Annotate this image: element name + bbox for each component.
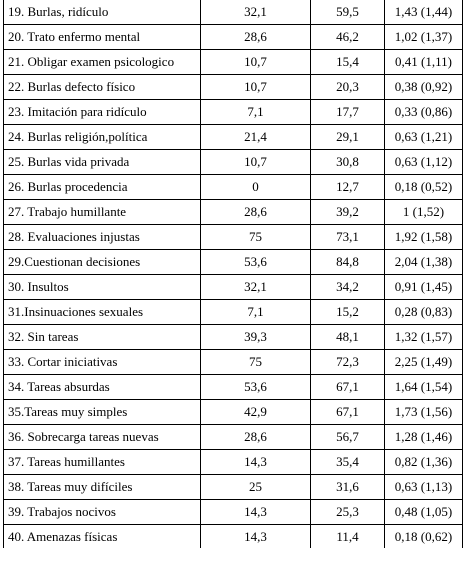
mean-sd-cell: 0,82 (1,36) bbox=[385, 450, 463, 475]
row-label: 20. Trato enfermo mental bbox=[4, 25, 201, 50]
row-label: 30. Insultos bbox=[4, 275, 201, 300]
percent-b-cell: 56,7 bbox=[311, 425, 385, 450]
table-row bbox=[4, 50, 463, 75]
mean-sd-cell: 2,25 (1,49) bbox=[385, 350, 463, 375]
mean-sd-cell: 0,41 (1,11) bbox=[385, 50, 463, 75]
mean-sd-cell: 1,73 (1,56) bbox=[385, 400, 463, 425]
table-row bbox=[4, 525, 463, 549]
percent-a-cell: 25 bbox=[201, 475, 311, 500]
mean-sd-cell: 1,28 (1,46) bbox=[385, 425, 463, 450]
table-row bbox=[4, 425, 463, 450]
percent-b-cell: 20,3 bbox=[311, 75, 385, 100]
mean-sd-cell: 1,32 (1,57) bbox=[385, 325, 463, 350]
results-table-body bbox=[4, 0, 463, 548]
percent-b-cell: 25,3 bbox=[311, 500, 385, 525]
table-row bbox=[4, 200, 463, 225]
row-label: 23. Imitación para ridículo bbox=[4, 100, 201, 125]
mean-sd-cell: 0,91 (1,45) bbox=[385, 275, 463, 300]
mean-sd-cell: 0,63 (1,21) bbox=[385, 125, 463, 150]
row-label: 37. Tareas humillantes bbox=[4, 450, 201, 475]
percent-b-cell: 34,2 bbox=[311, 275, 385, 300]
percent-a-cell: 7,1 bbox=[201, 300, 311, 325]
table-row bbox=[4, 275, 463, 300]
percent-a-cell: 7,1 bbox=[201, 100, 311, 125]
percent-a-cell: 14,3 bbox=[201, 500, 311, 525]
row-label: 19. Burlas, ridículo bbox=[4, 0, 201, 25]
mean-sd-cell: 0,33 (0,86) bbox=[385, 100, 463, 125]
percent-b-cell: 48,1 bbox=[311, 325, 385, 350]
table-row bbox=[4, 175, 463, 200]
percent-a-cell: 28,6 bbox=[201, 425, 311, 450]
percent-b-cell: 84,8 bbox=[311, 250, 385, 275]
table-row bbox=[4, 475, 463, 500]
mean-sd-cell: 0,28 (0,83) bbox=[385, 300, 463, 325]
percent-a-cell: 10,7 bbox=[201, 75, 311, 100]
row-label: 39. Trabajos nocivos bbox=[4, 500, 201, 525]
percent-a-cell: 75 bbox=[201, 350, 311, 375]
mean-sd-cell: 0,38 (0,92) bbox=[385, 75, 463, 100]
row-label: 40. Amenazas físicas bbox=[4, 525, 201, 549]
mean-sd-cell: 1 (1,52) bbox=[385, 200, 463, 225]
percent-b-cell: 59,5 bbox=[311, 0, 385, 25]
row-label: 22. Burlas defecto físico bbox=[4, 75, 201, 100]
mean-sd-cell: 0,18 (0,52) bbox=[385, 175, 463, 200]
table-row bbox=[4, 125, 463, 150]
mean-sd-cell: 1,43 (1,44) bbox=[385, 0, 463, 25]
row-label: 25. Burlas vida privada bbox=[4, 150, 201, 175]
percent-b-cell: 11,4 bbox=[311, 525, 385, 549]
row-label: 35.Tareas muy simples bbox=[4, 400, 201, 425]
percent-a-cell: 53,6 bbox=[201, 250, 311, 275]
row-label: 32. Sin tareas bbox=[4, 325, 201, 350]
percent-b-cell: 12,7 bbox=[311, 175, 385, 200]
row-label: 34. Tareas absurdas bbox=[4, 375, 201, 400]
percent-a-cell: 10,7 bbox=[201, 50, 311, 75]
percent-a-cell: 28,6 bbox=[201, 25, 311, 50]
percent-b-cell: 30,8 bbox=[311, 150, 385, 175]
table-row bbox=[4, 300, 463, 325]
row-label: 28. Evaluaciones injustas bbox=[4, 225, 201, 250]
table-row bbox=[4, 225, 463, 250]
mean-sd-cell: 1,92 (1,58) bbox=[385, 225, 463, 250]
percent-b-cell: 29,1 bbox=[311, 125, 385, 150]
table-row bbox=[4, 150, 463, 175]
row-label: 26. Burlas procedencia bbox=[4, 175, 201, 200]
table-row bbox=[4, 0, 463, 25]
row-label: 38. Tareas muy difíciles bbox=[4, 475, 201, 500]
mean-sd-cell: 0,48 (1,05) bbox=[385, 500, 463, 525]
table-row bbox=[4, 100, 463, 125]
percent-a-cell: 75 bbox=[201, 225, 311, 250]
table-row bbox=[4, 325, 463, 350]
percent-b-cell: 35,4 bbox=[311, 450, 385, 475]
table-row bbox=[4, 75, 463, 100]
row-label: 29.Cuestionan decisiones bbox=[4, 250, 201, 275]
mean-sd-cell: 1,02 (1,37) bbox=[385, 25, 463, 50]
table-row bbox=[4, 400, 463, 425]
percent-b-cell: 31,6 bbox=[311, 475, 385, 500]
row-label: 24. Burlas religión,política bbox=[4, 125, 201, 150]
table-row bbox=[4, 250, 463, 275]
mean-sd-cell: 0,63 (1,13) bbox=[385, 475, 463, 500]
row-label: 27. Trabajo humillante bbox=[4, 200, 201, 225]
mean-sd-cell: 0,63 (1,12) bbox=[385, 150, 463, 175]
percent-a-cell: 0 bbox=[201, 175, 311, 200]
percent-a-cell: 10,7 bbox=[201, 150, 311, 175]
percent-a-cell: 39,3 bbox=[201, 325, 311, 350]
results-table bbox=[3, 0, 463, 548]
percent-a-cell: 14,3 bbox=[201, 525, 311, 549]
row-label: 21. Obligar examen psicologico bbox=[4, 50, 201, 75]
mean-sd-cell: 0,18 (0,62) bbox=[385, 525, 463, 549]
table-row bbox=[4, 350, 463, 375]
row-label: 36. Sobrecarga tareas nuevas bbox=[4, 425, 201, 450]
percent-b-cell: 67,1 bbox=[311, 375, 385, 400]
mean-sd-cell: 1,64 (1,54) bbox=[385, 375, 463, 400]
percent-b-cell: 67,1 bbox=[311, 400, 385, 425]
table-row bbox=[4, 25, 463, 50]
percent-a-cell: 21,4 bbox=[201, 125, 311, 150]
mean-sd-cell: 2,04 (1,38) bbox=[385, 250, 463, 275]
table-row bbox=[4, 500, 463, 525]
percent-b-cell: 15,4 bbox=[311, 50, 385, 75]
percent-a-cell: 42,9 bbox=[201, 400, 311, 425]
percent-a-cell: 28,6 bbox=[201, 200, 311, 225]
percent-b-cell: 15,2 bbox=[311, 300, 385, 325]
percent-b-cell: 72,3 bbox=[311, 350, 385, 375]
table-row bbox=[4, 450, 463, 475]
row-label: 31.Insinuaciones sexuales bbox=[4, 300, 201, 325]
percent-b-cell: 17,7 bbox=[311, 100, 385, 125]
percent-a-cell: 32,1 bbox=[201, 0, 311, 25]
percent-a-cell: 32,1 bbox=[201, 275, 311, 300]
percent-b-cell: 39,2 bbox=[311, 200, 385, 225]
row-label: 33. Cortar iniciativas bbox=[4, 350, 201, 375]
table-row bbox=[4, 375, 463, 400]
percent-b-cell: 73,1 bbox=[311, 225, 385, 250]
percent-a-cell: 14,3 bbox=[201, 450, 311, 475]
percent-a-cell: 53,6 bbox=[201, 375, 311, 400]
percent-b-cell: 46,2 bbox=[311, 25, 385, 50]
